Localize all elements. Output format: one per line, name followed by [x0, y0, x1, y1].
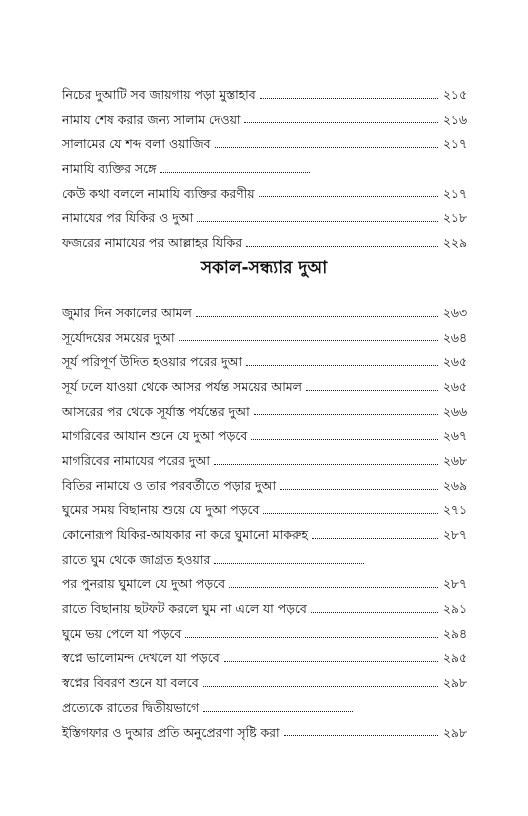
toc-entry-page-number: ২৭১ [442, 502, 467, 518]
dot-leader [196, 316, 438, 317]
toc-entry [62, 321, 467, 346]
toc-entry [62, 201, 467, 226]
toc-entry [62, 127, 467, 152]
dot-leader [203, 711, 353, 712]
toc-entry [62, 592, 467, 617]
dot-leader [229, 587, 438, 588]
toc-entry-page-number: ২৯৮ [442, 675, 467, 691]
dot-leader [179, 340, 438, 341]
dot-leader [224, 661, 438, 662]
toc-entry [62, 469, 467, 494]
dot-leader [185, 637, 438, 638]
dot-leader [260, 98, 438, 99]
toc-entry-title: ফজরের নামাযের পর আল্লাহর যিকির [62, 234, 243, 250]
dot-leader [259, 196, 438, 197]
toc-entry-page-number: ২২৯ [442, 234, 467, 250]
dot-leader [244, 122, 437, 123]
toc-entry-title: নামায শেষ করার জন্য সালাম দেওয়া [62, 111, 241, 127]
toc-entry [62, 345, 467, 370]
toc-entry-title: জুমার দিন সকালের আমল [62, 304, 192, 320]
toc-entry [62, 395, 467, 420]
dot-leader [246, 246, 438, 247]
toc-entry-page-number: ২৮৭ [442, 576, 467, 592]
toc-entry-title: মাগরিবের আযান শুনে যে দুআ পড়বে [62, 428, 248, 444]
dot-leader [311, 612, 438, 613]
toc-entry-page-number: ২১৮ [442, 210, 467, 226]
dot-leader [280, 489, 438, 490]
toc-entry-page-number: ২৮৭ [442, 527, 467, 542]
toc-entry-page-number: ২৯৮ [442, 724, 467, 740]
toc-entry-page-number: ২৬৮ [442, 452, 467, 468]
toc-entry-title: রাতে বিছানায় ছটফট করলে ঘুম না এলে যা পড়বে [62, 601, 307, 617]
toc-entry-title: সূর্যোদয়ের সময়ের দুআ [62, 329, 175, 345]
toc-entry-page-number: ২১৬ [442, 111, 467, 127]
toc-entry-page-number: ২৬৩ [442, 304, 467, 320]
toc-entry [62, 494, 467, 519]
toc-entry-title: নামাযের পর যিকির ও দুআ [62, 210, 194, 226]
toc-entry-title: পর পুনরায় ঘুমালে যে দুআ পড়বে [62, 576, 226, 592]
dot-leader [284, 735, 438, 736]
toc-entry [62, 444, 467, 469]
dot-leader [312, 538, 438, 539]
toc-entry-title: রাতে ঘুম থেকে জাগ্রত হওয়ার [62, 551, 211, 567]
toc-entry [62, 518, 467, 543]
toc-entry-title: স্বপ্নের বিবরণ শুনে যা বলবে [62, 675, 199, 691]
dot-leader [203, 686, 438, 687]
toc-entry-title: ঘুমে ভয় পেলে যা পড়বে [62, 625, 182, 641]
dot-leader [251, 439, 438, 440]
toc-entry-title: সালামের যে শব্দ বলা ওয়াজিব [62, 136, 211, 152]
toc-entry-page-number: ২৯১ [442, 601, 467, 617]
toc-entry [62, 370, 467, 395]
toc-entry-title: ঘুমের সময় বিছানায় শুয়ে যে দুআ পড়বে [62, 502, 260, 518]
toc-entry-title: সূর্য ঢলে যাওয়া থেকে আসর পর্যন্ত সময়ের আমল [62, 378, 302, 394]
toc-entry-page-number: ২১৭ [442, 136, 467, 152]
toc-entry [62, 543, 467, 568]
section-heading: সকাল-সন্ধ্যার দুআ [200, 258, 328, 278]
dot-leader [197, 221, 438, 222]
toc-entry [62, 666, 467, 691]
toc-entry [62, 642, 467, 667]
dot-leader [263, 513, 437, 514]
dot-leader [246, 365, 438, 366]
toc-entry [62, 568, 467, 593]
toc-entry-title: ইস্তিগফার ও দুআর প্রতি অনুপ্রেরণা সৃষ্টি করা [62, 724, 280, 740]
toc-entry-page-number: ২৬৬ [442, 403, 467, 419]
toc-entry-page-number: ২৯৫ [442, 650, 467, 666]
toc-entry [62, 226, 467, 251]
toc-entry-title: নিচের দুআটি সব জায়গায় পড়া মুস্তাহাব [62, 86, 256, 102]
toc-entry-title: কেউ কথা বললে নামাযি ব্যক্তির করণীয় [62, 185, 255, 201]
toc-entry-page-number: ২৬৯ [442, 477, 467, 493]
dot-leader [306, 390, 438, 391]
toc-entry-title: বিতির নামাযে ও তার পরবর্তীতে পড়ার দুআ [62, 477, 277, 493]
toc-list-top [62, 78, 467, 251]
toc-entry-title: সূর্য পরিপূর্ণ উদিত হওয়ার পরের দুআ [62, 354, 243, 370]
dot-leader [215, 147, 438, 148]
toc-entry [62, 617, 467, 642]
toc-entry-page-number: ২১৭ [442, 185, 467, 201]
toc-entry [62, 152, 467, 177]
dot-leader [214, 464, 438, 465]
toc-entry-title: প্রত্যেকে রাতের দ্বিতীয়ভাগে [62, 699, 200, 715]
toc-entry-title: স্বপ্নে ভালোমন্দ দেখলে যা পড়বে [62, 650, 220, 666]
dot-leader [214, 563, 364, 564]
toc-entry-page-number: ২৬৫ [442, 354, 467, 370]
toc-entry [62, 177, 467, 202]
toc-list-bottom [62, 296, 467, 740]
toc-entry-page-number: ২৬৪ [442, 329, 467, 345]
toc-entry-title: আসরের পর থেকে সূর্যাস্ত পর্যন্তের দুআ [62, 403, 250, 419]
dot-leader [254, 414, 438, 415]
toc-entry [62, 296, 467, 321]
toc-entry-page-number: ২৬৭ [442, 428, 467, 444]
dot-leader [160, 172, 310, 173]
toc-entry-page-number: ২৯৪ [442, 625, 467, 641]
toc-entry [62, 691, 467, 716]
toc-entry [62, 419, 467, 444]
toc-entry-title: মাগরিবের নামাযের পরের দুআ [62, 452, 210, 468]
toc-entry-title: কোনোরূপ যিকির-আযকার না করে ঘুমানো মাকরুহ [62, 527, 308, 542]
toc-entry-title: নামাযি ব্যক্তির সঙ্গে [62, 160, 157, 176]
toc-entry-page-number: ২১৫ [442, 86, 467, 102]
toc-entry [62, 103, 467, 128]
toc-entry [62, 716, 467, 741]
toc-entry-page-number: ২৬৫ [442, 378, 467, 394]
toc-entry [62, 78, 467, 103]
